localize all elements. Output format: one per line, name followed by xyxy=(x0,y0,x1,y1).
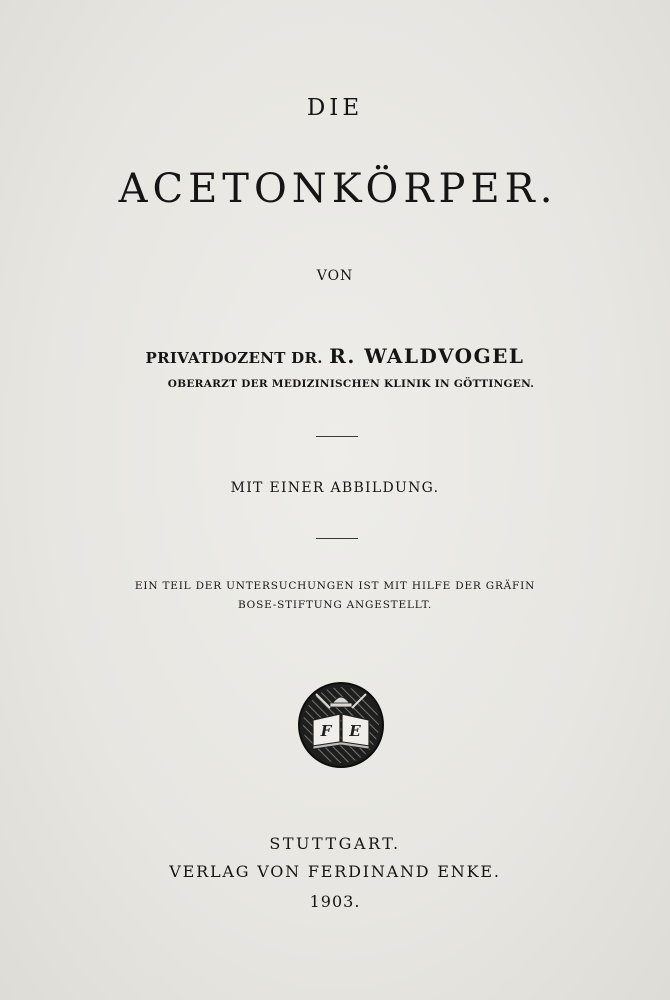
divider-rule-top xyxy=(316,436,358,437)
author-prefix: PRIVATDOZENT DR. xyxy=(145,349,323,367)
by-line: VON xyxy=(316,268,354,284)
publication-year: 1903. xyxy=(309,892,361,911)
divider-rule-bottom xyxy=(316,538,358,539)
book-title: ACETONKÖRPER. xyxy=(118,166,558,212)
publisher-name: VERLAG VON FERDINAND ENKE. xyxy=(169,862,501,881)
illustration-note: MIT EINER ABBILDUNG. xyxy=(230,480,440,496)
support-note-line-1: EIN TEIL DER UNTERSUCHUNGEN IST MIT HILFE DER GRÄFIN xyxy=(134,580,536,592)
title-article: DIE xyxy=(306,95,364,121)
svg-text:E: E xyxy=(349,722,361,740)
publisher-emblem-icon xyxy=(296,680,386,770)
publisher-city: STUTTGART. xyxy=(269,834,401,853)
author-name: R. WALDVOGEL xyxy=(329,344,525,368)
author-affiliation: OBERARZT DER MEDIZINISCHEN KLINIK IN GÖTTINGEN. xyxy=(167,378,535,390)
svg-text:F: F xyxy=(320,722,332,740)
author-line xyxy=(0,344,670,368)
support-note-line-2: BOSE-STIFTUNG ANGESTELLT. xyxy=(237,599,433,611)
